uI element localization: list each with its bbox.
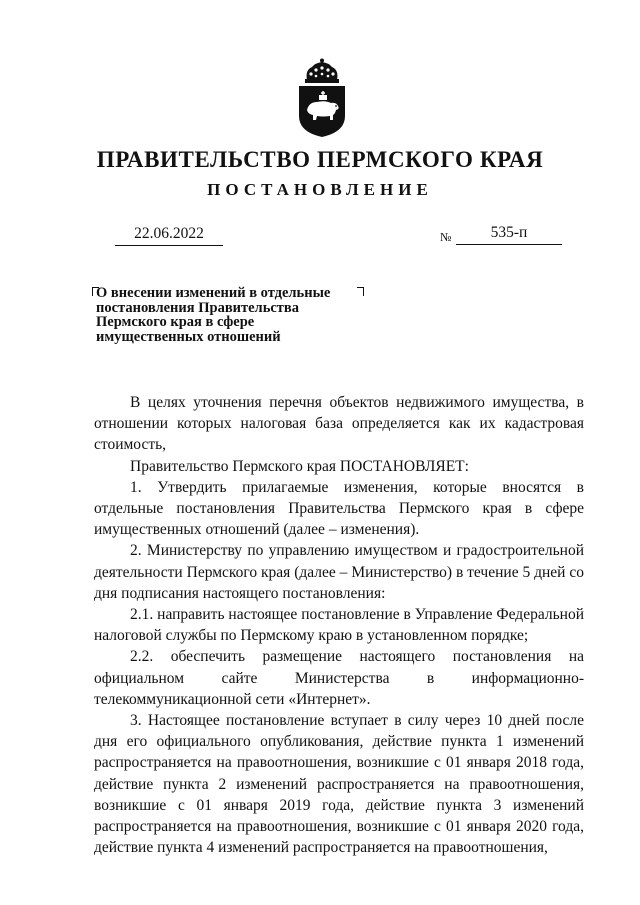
subject-bracket-right [357,287,364,296]
coat-of-arms-icon [295,58,349,138]
subject-line: имущественных отношений [96,328,281,345]
government-title: ПРАВИТЕЛЬСТВО ПЕРМСКОГО КРАЯ [96,147,544,172]
number-sign: № [440,230,452,244]
document-date: 22.06.2022 [115,225,223,246]
subject-line: постановления Правительства [96,299,299,316]
document-subject [96,286,356,344]
document-type: ПОСТАНОВЛЕНИЕ [207,180,433,199]
paragraph-decree: Правительство Пермского края ПОСТАНОВЛЯЕТ: [130,457,469,475]
subject-line: О внесении изменений в отдельные [96,285,331,301]
paragraph-item-1: 1. Утвердить прилагаемые изменения, которые вносятся в отдельные постановления Правительства Пермского края в сфере имущественных отношений (далее – изменения). [94,478,584,539]
paragraph-item-2: 2. Министерству по управлению имуществом и градостроительной деятельности Пермского края (далее – Министерство) в течение 5 дней со дня подписания настоящего постановления: [94,542,584,602]
paragraph-item-2-1: 2.1. направить настоящее постановление в Управление Федеральной налоговой службы по Пермскому краю в установленном порядке; [94,606,584,645]
paragraph-item-3: 3. Настоящее постановление вступает в силу через 10 дней после дня его официального опубликования, действие пункта 1 изменений распространяется на правоотношения, возникшие с 01 января 2018 года, действие пункта 2 изменений распространяется на правоотношения, возникшие с 01 января 2019 года, действие пункта 3 изменений распространяется на правоотношения, возникшие с 01 января 2020 года, действие пункта 4 изменений распространяется на правоотношения, [94,712,584,857]
document-number: 535-п [456,224,562,245]
document-number-field [440,225,562,245]
document-body [94,392,584,858]
paragraph-item-2-2: 2.2. обеспечить размещение настоящего постановления на официальном сайте Министерства в информационно-телекоммуникационной сети «Интернет». [94,648,584,708]
subject-line: Пермского края в сфере [96,314,255,330]
paragraph-preamble: В целях уточнения перечня объектов недвижимого имущества, в отношении которых налоговая база определяется как их кадастровая стоимость, [94,394,584,454]
